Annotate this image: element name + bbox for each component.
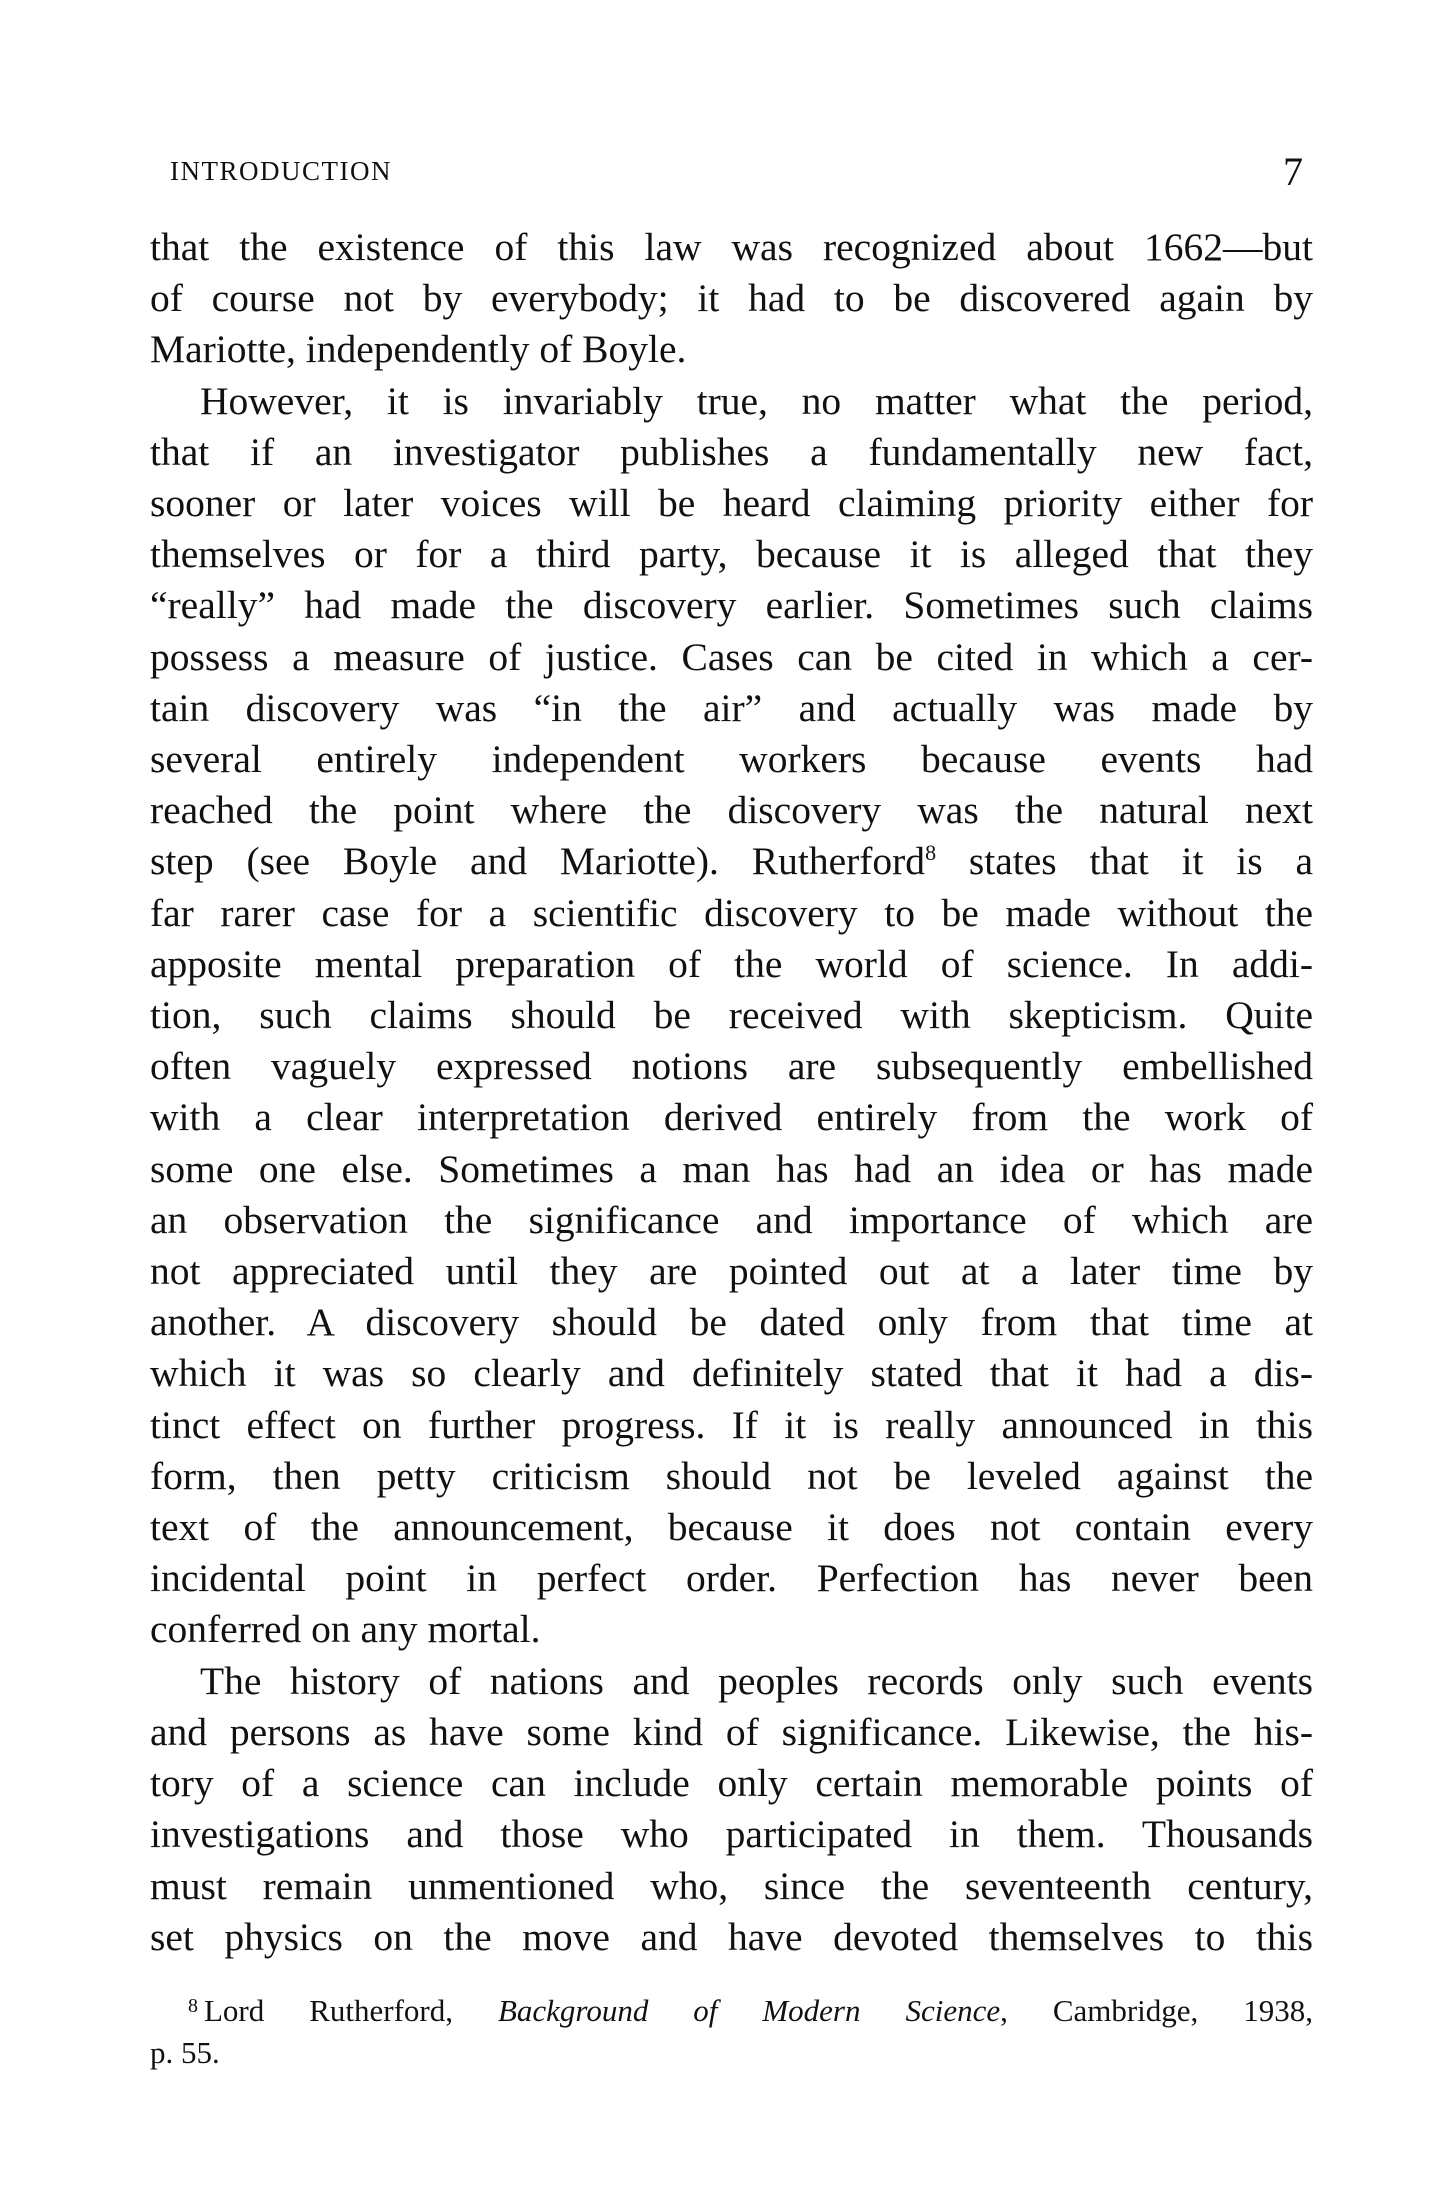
- text-line: set physics on the move and have devoted themselves to this: [150, 1914, 1313, 1959]
- footnote: [150, 1990, 1313, 2074]
- text-segment: states that it is a: [936, 839, 1313, 884]
- page-number: 7: [1283, 149, 1303, 194]
- footnote-mark: 8: [188, 1995, 198, 2017]
- text-line: themselves or for a third party, because it is alleged that they: [150, 532, 1313, 577]
- text-line: some one else. Sometimes a man has had an idea or has made: [150, 1146, 1313, 1191]
- footnote-citation: [150, 1990, 1313, 2032]
- footnote-book-title: Background of Modern Science: [497, 1993, 1001, 2028]
- text-line: apposite mental preparation of the world of science. In addi-: [150, 941, 1313, 986]
- running-head: [150, 149, 1303, 194]
- footnote-reference: 8: [925, 840, 937, 866]
- text-line: not appreciated until they are pointed out at a later time by: [150, 1249, 1313, 1294]
- text-line: investigations and those who participated in them. Thousands: [150, 1812, 1313, 1857]
- text-line: Mariotte, independently of Boyle.: [150, 327, 687, 372]
- text-line: “really” had made the discovery earlier. Sometimes such claims: [150, 583, 1313, 628]
- text-line: tinct effect on further progress. If it is really announced in this: [150, 1402, 1313, 1447]
- text-line: often vaguely expressed notions are subsequently embellished: [150, 1044, 1313, 1089]
- text-line: must remain unmentioned who, since the seventeenth century,: [150, 1863, 1313, 1908]
- text-segment: step (see Boyle and Mariotte). Rutherford: [150, 839, 926, 884]
- text-line: tion, such claims should be received with skepticism. Quite: [150, 993, 1313, 1038]
- text-line: form, then petty criticism should not be leveled against the: [150, 1453, 1313, 1498]
- text-line: another. A discovery should be dated only from that time at: [150, 1300, 1313, 1345]
- text-line-with-footnote: [150, 836, 1313, 887]
- text-line: sooner or later voices will be heard claiming priority either for: [150, 481, 1313, 526]
- text-line: that the existence of this law was recognized about 1662—but: [150, 225, 1313, 269]
- text-line: tain discovery was “in the air” and actually was made by: [150, 685, 1313, 730]
- text-line: far rarer case for a scientific discovery to be made without the: [150, 890, 1313, 935]
- text-line: tory of a science can include only certain memorable points of: [150, 1761, 1313, 1806]
- body-text: [150, 222, 1313, 1963]
- section-title: INTRODUCTION: [170, 156, 392, 186]
- text-line: with a clear interpretation derived entirely from the work of: [150, 1095, 1313, 1140]
- text-line: text of the announcement, because it does not contain every: [150, 1505, 1313, 1550]
- text-line: that if an investigator publishes a fundamentally new fact,: [150, 429, 1313, 474]
- text-line: possess a measure of justice. Cases can be cited in which a cer-: [150, 634, 1313, 679]
- text-line: an observation the significance and importance of which are: [150, 1197, 1313, 1242]
- text-line: conferred on any mortal.: [150, 1607, 541, 1652]
- text-line: reached the point where the discovery was the natural next: [150, 788, 1313, 833]
- text-line: and persons as have some kind of significance. Likewise, the his-: [150, 1709, 1313, 1754]
- paragraph-start-line: However, it is invariably true, no matter what the period,: [200, 378, 1313, 423]
- paragraph-start-line: The history of nations and peoples records only such events: [200, 1658, 1313, 1703]
- text-line: several entirely independent workers because events had: [150, 737, 1313, 782]
- text-line: incidental point in perfect order. Perfection has never been: [150, 1556, 1313, 1601]
- text-line: of course not by everybody; it had to be discovered again by: [150, 276, 1313, 321]
- footnote-page: p. 55.: [150, 2035, 220, 2070]
- footnote-author: Lord Rutherford,: [204, 1993, 498, 2028]
- footnote-publisher: , Cambridge, 1938,: [1000, 1993, 1314, 2028]
- text-line: which it was so clearly and definitely stated that it had a dis-: [150, 1351, 1313, 1396]
